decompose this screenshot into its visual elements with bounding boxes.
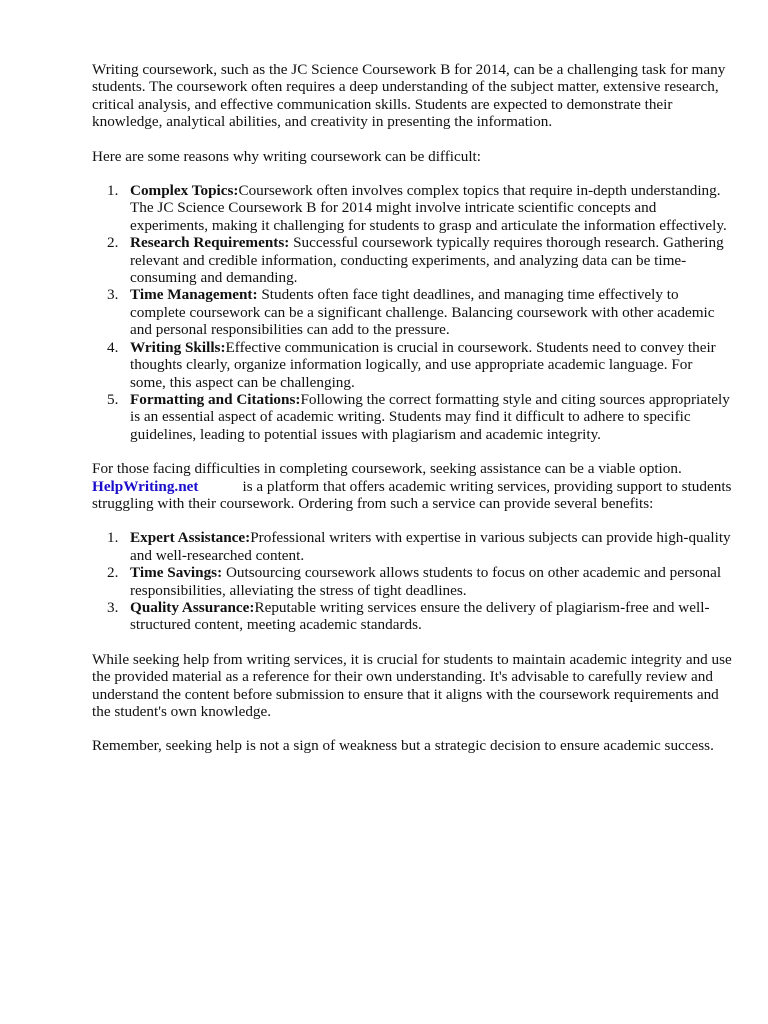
item-title: Writing Skills: [130,338,226,356]
item-title: Formatting and Citations: [130,390,301,408]
list-item [92,182,732,234]
item-text: Coursework often involves complex topics that require in-depth understanding. The JC Science Coursework B for 2014 might involve intricate scientific concepts and experiments, making it challenging for students to grasp and articulate the information effectively. [130,182,727,234]
item-text: Professional writers with expertise in various subjects can provide high-quality and well-researched content. [130,529,731,564]
list-number: 2. [107,234,119,252]
item-text: Outsourcing coursework allows students to focus on other academic and personal responsibilities, alleviating the stress of tight deadlines. [130,564,722,599]
list-number: 2. [107,564,119,582]
assistance-intro: For those facing difficulties in completing coursework, seeking assistance can be a viable option. [92,460,682,478]
list-item [92,286,732,338]
reasons-heading: Here are some reasons why writing coursework can be difficult: [92,147,481,165]
item-text: Effective communication is crucial in coursework. Students need to convey their thoughts clearly, organize information logically, and use appropriate academic language. For some, this aspect can be challenging. [130,338,716,391]
reasons-list [92,182,732,443]
item-text: Successful coursework typically requires thorough research. Gathering relevant and credible information, conducting experiments, and analyzing data can be time-consuming and demanding. [130,234,724,287]
item-text: Students often face tight deadlines, and managing time effectively to complete coursework can be a significant challenge. Balancing coursework with other academic and personal responsibilities can add to the pressure. [130,286,715,339]
closing-paragraph: Remember, seeking help is not a sign of weakness but a strategic decision to ensure academic success. [92,737,714,755]
list-number: 4. [107,338,119,356]
list-item [92,564,732,599]
list-item [92,339,732,391]
intro-paragraph: Writing coursework, such as the JC Science Coursework B for 2014, can be a challenging task for many students. The coursework often requires a deep understanding of the subject matter, extensive research, critical analysis, and effective communication skills. Students are expected to demonstrate their knowledge, analytical abilities, and creativity in presenting the information. [92,61,726,131]
item-title: Quality Assurance: [130,598,255,616]
assistance-paragraph [92,460,732,512]
list-number: 1. [107,182,119,200]
document-body [92,61,732,755]
list-item [92,599,732,634]
benefits-list [92,529,732,633]
list-item [92,391,732,443]
item-title: Time Savings: [130,564,223,582]
item-text: Following the correct formatting style and citing sources appropriately is an essential aspect of academic writing. Students may find it difficult to adhere to specific guidelines, leading to potential issues with plagiarism and academic integrity. [130,390,730,443]
list-number: 3. [107,598,119,616]
list-item [92,234,732,286]
item-title: Expert Assistance: [130,529,251,547]
list-number: 1. [107,529,119,547]
item-title: Complex Topics: [130,182,239,200]
list-number: 5. [107,390,119,408]
list-item [92,529,732,564]
item-title: Time Management: [130,286,258,304]
helpwriting-link[interactable]: HelpWriting.net [92,477,199,495]
assistance-rest: is a platform that offers academic writing services, providing support to students struggling with their coursework. Ordering from such a service can provide several benefits: [92,477,732,512]
integrity-paragraph: While seeking help from writing services, it is crucial for students to maintain academic integrity and use the provided material as a reference for their own understanding. It's advisable to carefully review and understand the content before submission to ensure that it aligns with the coursework requirements and the student's own knowledge. [92,650,732,720]
item-text: Reputable writing services ensure the delivery of plagiarism-free and well-structured content, meeting academic standards. [130,598,710,634]
item-title: Research Requirements: [130,234,290,252]
list-number: 3. [107,286,119,304]
